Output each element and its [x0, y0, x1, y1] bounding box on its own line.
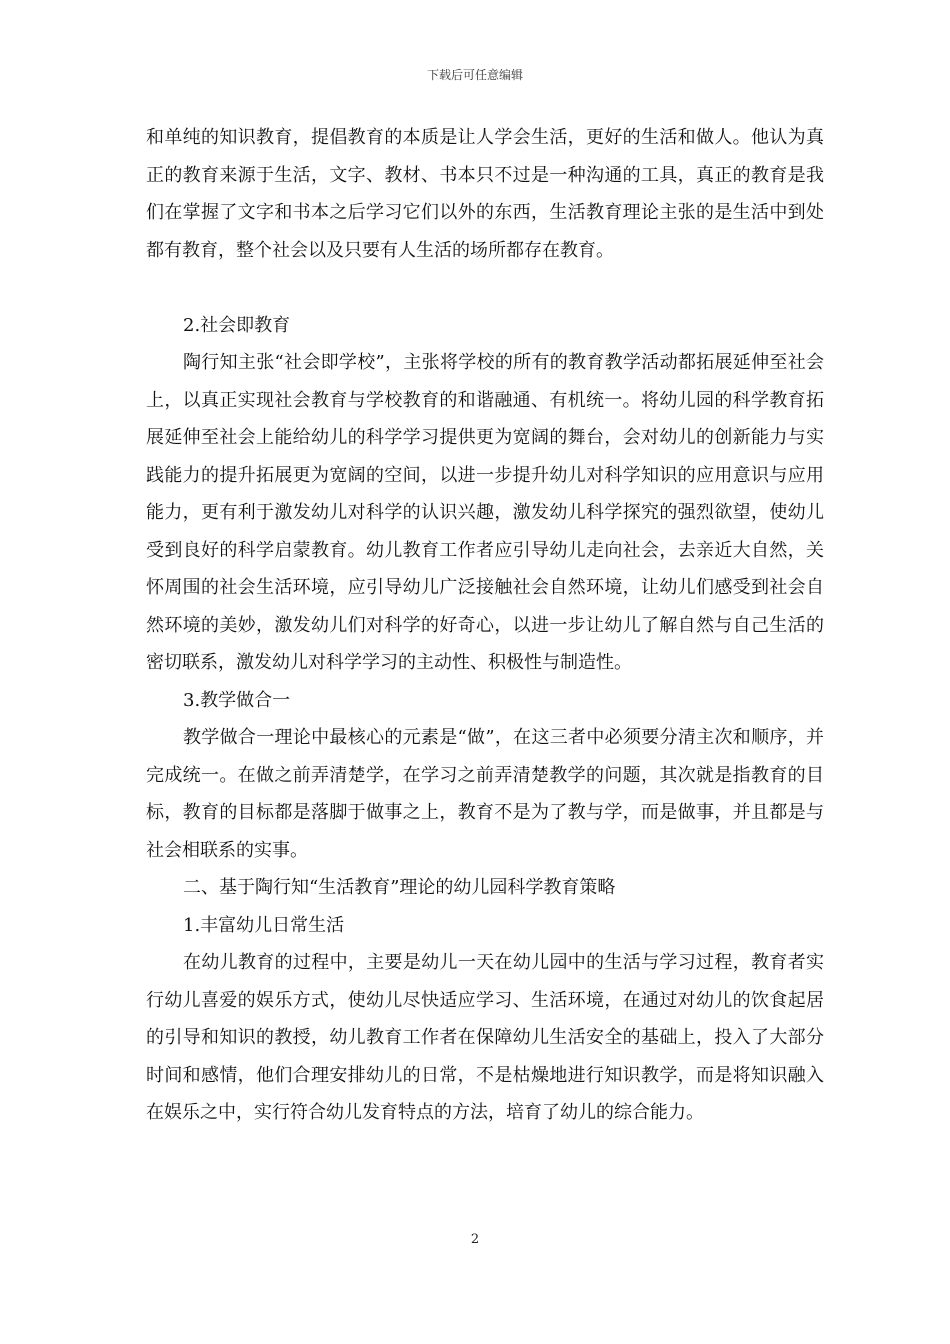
paragraph: 陶行知主张“社会即学校”，主张将学校的所有的教育教学活动都拓展延伸至社会上，以真正实现社会教育与学校教育的和谐融通、有机统一。将幼儿园的科学教育拓展延伸至社会上能给幼儿的科学学习提供更为宽阔的舞台，会对幼儿的创新能力与实践能力的提升拓展更为宽阔的空间，以进一步提升幼儿对科学知识的应用意识与应用能力，更有利于激发幼儿对科学的认识兴趣，激发幼儿科学探究的强烈欲望，使幼儿受到良好的科学启蒙教育。幼儿教育工作者应引导幼儿走向社会，去亲近大自然，关怀周围的社会生活环境，应引导幼儿广泛接触社会自然环境，让幼儿们感受到社会自然环境的美妙，激发幼儿们对科学的好奇心，以进一步让幼儿了解自然与自己生活的密切联系，激发幼儿对科学学习的主动性、积极性与制造性。 — [146, 352, 824, 673]
page-number: 2 — [470, 1232, 480, 1247]
blank-line — [146, 269, 824, 307]
document-body — [146, 119, 824, 1132]
page-header: 下载后可任意编辑 — [426, 68, 523, 82]
chapter-heading: 二、基于陶行知“生活教育”理论的幼儿园科学教育策略 — [183, 877, 616, 898]
section-heading-3: 3.教学做合一 — [183, 689, 291, 711]
paragraph-continued: 和单纯的知识教育，提倡教育的本质是让人学会生活，更好的生活和做人。他认为真正的教育来源于生活，文字、教材、书本只不过是一种沟通的工具，真正的教育是我们在掌握了文字和书本之后学习它们以外的东西，生活教育理论主张的是生活中到处都有教育，整个社会以及只要有人生活的场所都存在教育。 — [146, 127, 824, 261]
section-heading-2: 2.社会即教育 — [183, 314, 291, 336]
paragraph: 教学做合一理论中最核心的元素是“做”，在这三者中必须要分清主次和顺序，并完成统一。在做之前弄清楚学，在学习之前弄清楚教学的问题，其次就是指教育的目标，教育的目标都是落脚于做事之上，教育不是为了教与学，而是做事，并且都是与社会相联系的实事。 — [146, 727, 824, 861]
paragraph: 在幼儿教育的过程中，主要是幼儿一天在幼儿园中的生活与学习过程，教育者实行幼儿喜爱的娱乐方式，使幼儿尽快适应学习、生活环境，在通过对幼儿的饮食起居的引导和知识的教授，幼儿教育工作者在保障幼儿生活安全的基础上，投入了大部分时间和感情，他们合理安排幼儿的日常，不是枯燥地进行知识教学，而是将知识融入在娱乐之中，实行符合幼儿发育特点的方法，培育了幼儿的综合能力。 — [146, 952, 824, 1123]
section-heading-1: 1.丰富幼儿日常生活 — [183, 914, 345, 936]
